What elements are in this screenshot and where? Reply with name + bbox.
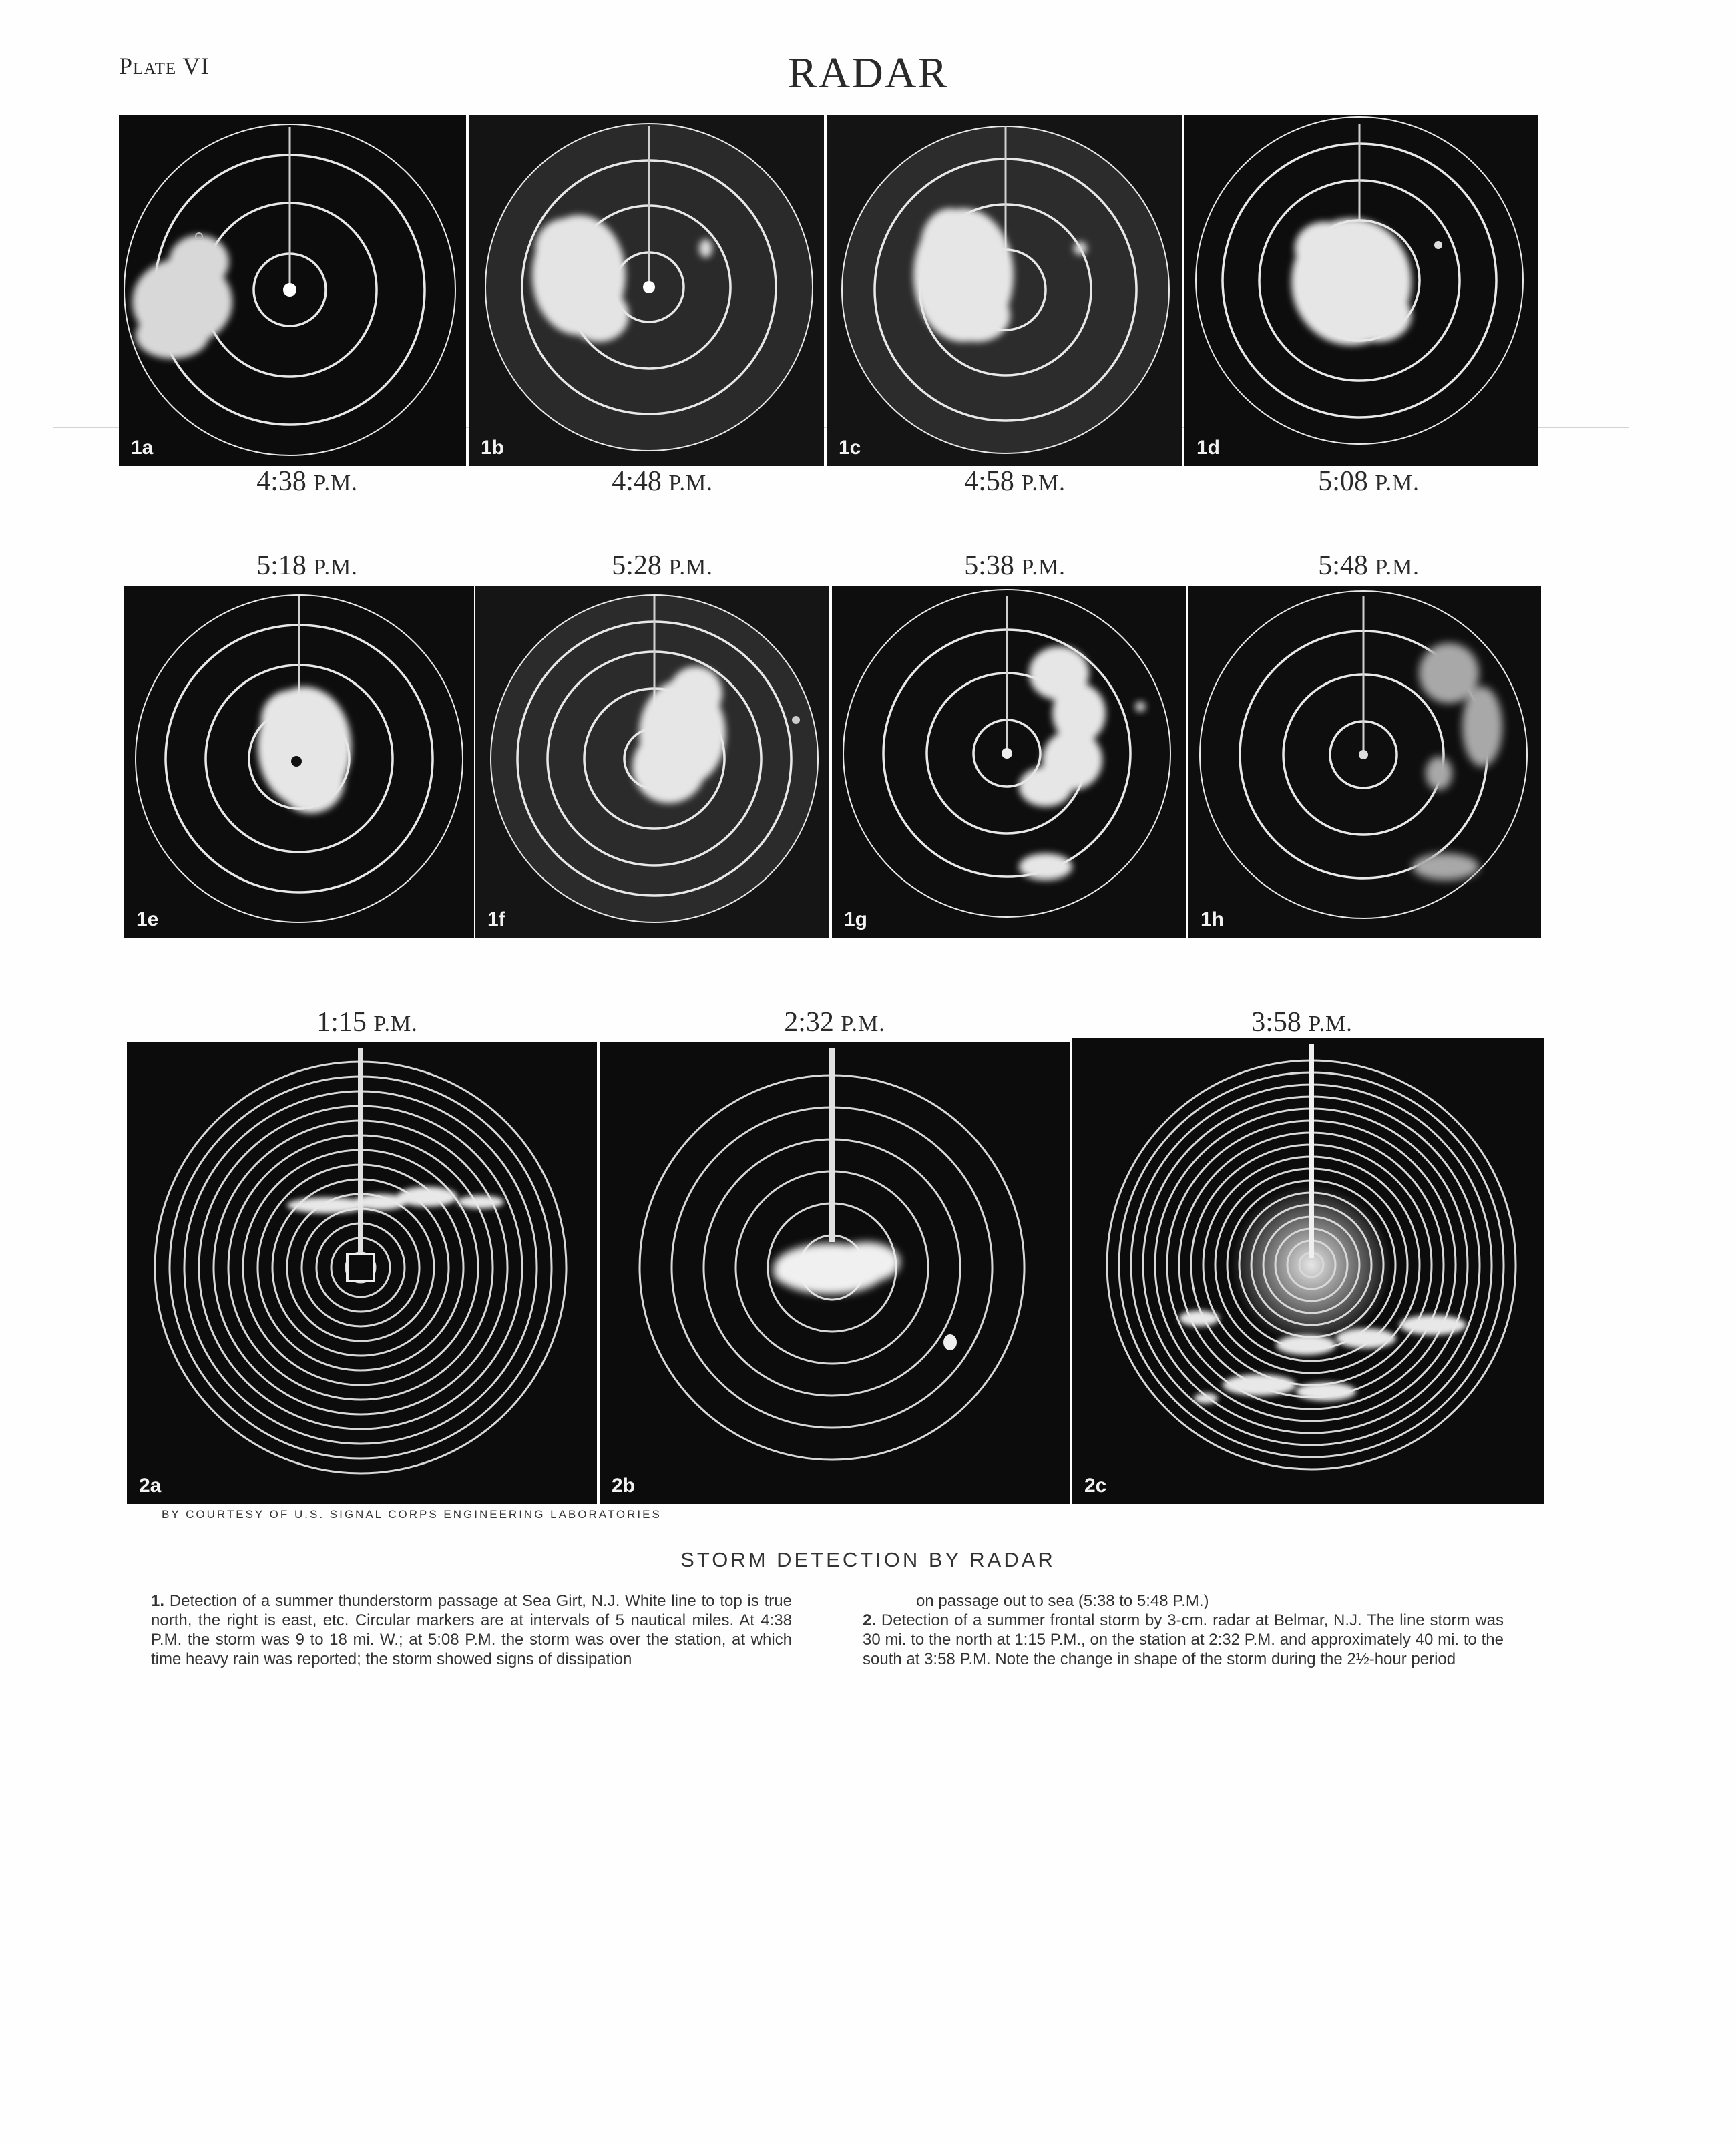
caption-number: 2.: [863, 1611, 877, 1629]
panel-label: 1a: [131, 437, 154, 459]
panel-label: 2c: [1084, 1475, 1107, 1497]
radar-scope-image: [1184, 115, 1538, 466]
radar-panel-1d: [1184, 115, 1538, 466]
timestamp-2a: 1:15 P.M.: [316, 1007, 418, 1038]
radar-panel-1b: [469, 115, 824, 466]
timestamp-1f: 5:28 P.M.: [612, 550, 713, 581]
section-title: STORM DETECTION BY RADAR: [680, 1548, 1056, 1571]
panel-label: 1g: [844, 908, 868, 930]
panel-label: 1h: [1201, 908, 1225, 930]
panel-label: 2b: [612, 1475, 636, 1497]
caption-1: [151, 1591, 792, 1669]
radar-panel-1e: [124, 586, 474, 938]
panel-label: 1d: [1197, 437, 1221, 459]
panel-label: 1e: [136, 908, 159, 930]
radar-panel-2c: [1072, 1038, 1544, 1504]
radar-scope-image: [127, 1042, 597, 1504]
radar-panel-1f: [475, 586, 829, 938]
page-title: RADAR: [787, 49, 949, 98]
timestamp-1a: 4:38 P.M.: [256, 466, 358, 497]
caption-2: [863, 1591, 1504, 1669]
timestamp-1h: 5:48 P.M.: [1318, 550, 1420, 581]
radar-panel-1g: [832, 586, 1186, 938]
panel-label: 1f: [487, 908, 505, 930]
timestamp-1b: 4:48 P.M.: [612, 466, 713, 497]
radar-panel-2b: [600, 1042, 1070, 1504]
radar-scope-image: [1188, 586, 1541, 938]
radar-panel-1h: [1188, 586, 1541, 938]
radar-panel-1a: [119, 115, 466, 466]
radar-scope-image: [124, 586, 474, 938]
radar-scope-image: [119, 115, 466, 466]
radar-panel-1c: [827, 115, 1182, 466]
radar-scope-image: [827, 115, 1182, 466]
timestamp-2c: 3:58 P.M.: [1251, 1007, 1353, 1038]
caption-text: Detection of a summer frontal storm by 3-cm. radar at Belmar, N.J. The line storm was 30 mi. to the north at 1:15 P.M., on the station at 2:32 P.M. and approximately 40 mi. to the south at 3:58 P.M. Note the change in shape of the storm during the 2½-hour period: [863, 1611, 1504, 1668]
timestamp-1d: 5:08 P.M.: [1318, 466, 1420, 497]
radar-scope-image: [832, 586, 1186, 938]
photo-credit: BY COURTESY OF U.S. SIGNAL CORPS ENGINEERING LABORATORIES: [162, 1508, 662, 1521]
radar-scope-image: [1072, 1038, 1544, 1504]
caption-text: Detection of a summer thunderstorm passage at Sea Girt, N.J. White line to top is true north, the right is east, etc. Circular markers are at intervals of 5 nautical miles. At 4:38 P.M. the storm was 9 to 18 mi. W.; at 5:08 P.M. the storm was over the station, at which time heavy rain was reported; the storm showed signs of dissipation: [151, 1592, 792, 1668]
panel-label: 1c: [839, 437, 861, 459]
caption-number: 1.: [151, 1592, 165, 1610]
radar-panel-2a: [127, 1042, 597, 1504]
timestamp-1c: 4:58 P.M.: [964, 466, 1066, 497]
radar-scope-image: [469, 115, 824, 466]
plate-number: Plate VI: [119, 53, 210, 79]
timestamp-1g: 5:38 P.M.: [964, 550, 1066, 581]
caption-continuation: on passage out to sea (5:38 to 5:48 P.M.): [916, 1592, 1209, 1610]
panel-label: 1b: [481, 437, 505, 459]
radar-scope-image: [600, 1042, 1070, 1504]
timestamp-1e: 5:18 P.M.: [256, 550, 358, 581]
radar-scope-image: [475, 586, 829, 938]
panel-label: 2a: [139, 1475, 162, 1497]
timestamp-2b: 2:32 P.M.: [784, 1007, 885, 1038]
